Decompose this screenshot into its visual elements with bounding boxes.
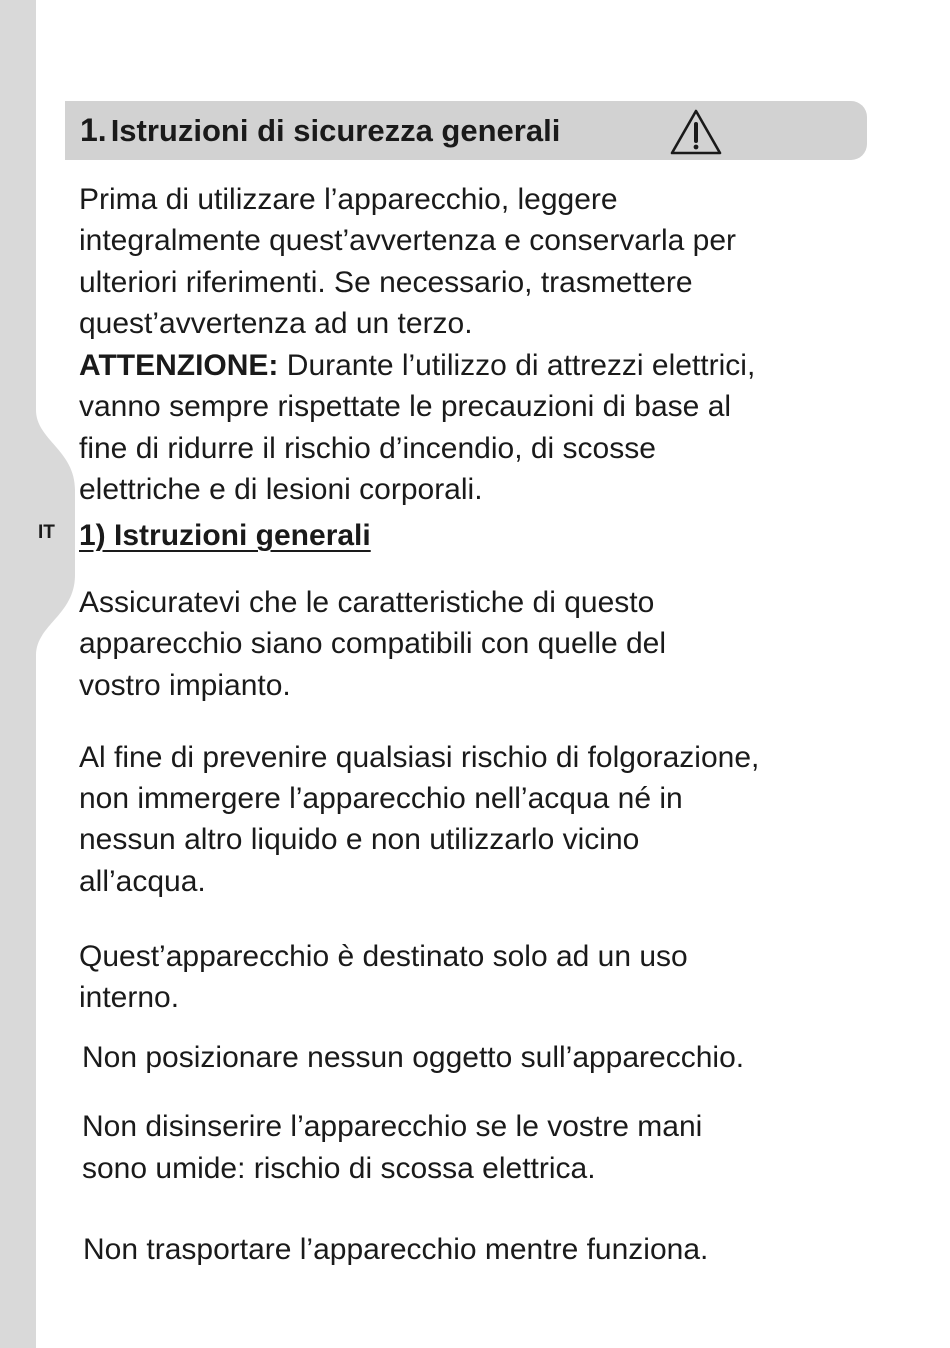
warning-triangle-icon: [668, 107, 724, 157]
paragraph-3-line-2: interno.: [79, 981, 180, 1014]
paragraph-2-line-3: nessun altro liquido e non utilizzarlo vicino: [79, 823, 640, 856]
paragraph-3-line-1: Quest’apparecchio è destinato solo ad un uso: [79, 940, 688, 973]
intro-line-3: ulteriori riferimenti. Se necessario, trasmettere: [79, 266, 693, 299]
paragraph-5-line-1: Non disinserire l’apparecchio se le vostre mani: [82, 1110, 703, 1143]
paragraph-5-line-2: sono umide: rischio di scossa elettrica.: [82, 1152, 596, 1185]
warning-line-1-text: Durante l’utilizzo di attrezzi elettrici,: [278, 349, 756, 382]
warning-line-1: [79, 345, 755, 387]
paragraph-1-line-3: vostro impianto.: [79, 669, 291, 702]
warning-line-4: elettriche e di lesioni corporali.: [79, 473, 483, 506]
language-code: IT: [38, 522, 55, 543]
warning-label: ATTENZIONE:: [79, 349, 279, 382]
section-header: [65, 101, 867, 160]
section-number: 1.: [80, 112, 107, 148]
intro-line-4: quest’avvertenza ad un terzo.: [79, 307, 473, 340]
warning-line-3: fine di ridurre il rischio d’incendio, di scosse: [79, 432, 656, 465]
section-title-text: Istruzioni di sicurezza generali: [110, 113, 561, 148]
paragraph-2-line-4: all’acqua.: [79, 865, 206, 898]
paragraph-2-line-2: non immergere l’apparecchio nell’acqua né in: [79, 782, 683, 815]
paragraph-2-line-1: Al fine di prevenire qualsiasi rischio di folgorazione,: [79, 741, 760, 774]
intro-line-1: Prima di utilizzare l’apparecchio, leggere: [79, 183, 618, 216]
paragraph-4-line-1: Non posizionare nessun oggetto sull’apparecchio.: [82, 1041, 745, 1074]
section-title: [80, 112, 560, 149]
subsection-title: 1) Istruzioni generali: [79, 519, 371, 552]
paragraph-1-line-1: Assicuratevi che le caratteristiche di questo: [79, 586, 655, 619]
warning-line-2: vanno sempre rispettate le precauzioni di base al: [79, 390, 732, 423]
paragraph-1-line-2: apparecchio siano compatibili con quelle del: [79, 627, 667, 660]
paragraph-6-line-1: Non trasportare l’apparecchio mentre funziona.: [83, 1233, 709, 1266]
intro-line-2: integralmente quest’avvertenza e conservarla per: [79, 224, 737, 257]
